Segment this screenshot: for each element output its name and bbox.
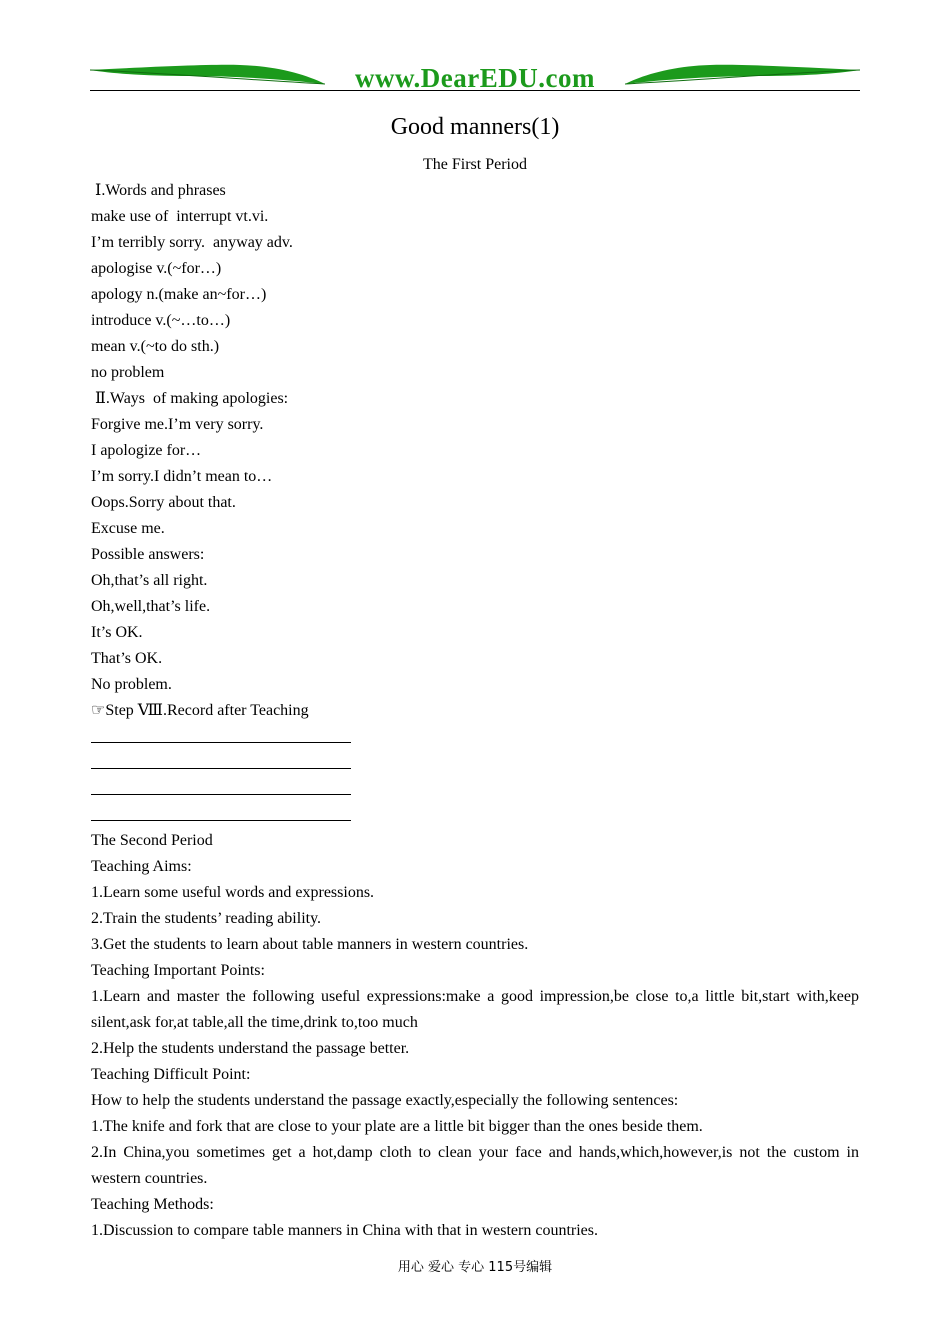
text-line: 2.Train the students’ reading ability. bbox=[91, 910, 322, 927]
text-line: 1.Discussion to compare table manners in China with that in western countries. bbox=[91, 1222, 598, 1239]
text-line: introduce v.(~…to…) bbox=[91, 312, 231, 329]
blank-writing-line bbox=[91, 750, 859, 776]
text-line: Excuse me. bbox=[91, 520, 165, 537]
text-line: mean v.(~to do sth.) bbox=[91, 338, 220, 355]
text-line: Oh,well,that’s life. bbox=[91, 598, 211, 615]
text-line: 2.Help the students understand the passage better. bbox=[91, 1040, 410, 1057]
text-line: I’m sorry.I didn’t mean to… bbox=[91, 468, 273, 485]
text-line: 1.Learn some useful words and expressions. bbox=[91, 884, 375, 901]
text-line: Teaching Methods: bbox=[91, 1196, 214, 1213]
text-line: apologise v.(~for…) bbox=[91, 260, 222, 277]
site-logo-text: www.DearEDU.com bbox=[355, 63, 595, 93]
text-line: That’s OK. bbox=[91, 650, 163, 667]
text-line: make use of interrupt vt.vi. bbox=[91, 208, 269, 225]
text-line: Teaching Aims: bbox=[91, 858, 192, 875]
header-divider bbox=[90, 90, 860, 91]
text-line: Ⅱ.Ways of making apologies: bbox=[91, 390, 289, 407]
text-line: Forgive me.I’m very sorry. bbox=[91, 416, 264, 433]
section-heading: The Second Period bbox=[91, 832, 213, 849]
text-line: ☞Step Ⅷ.Record after Teaching bbox=[91, 702, 309, 719]
text-line: Possible answers: bbox=[91, 546, 205, 563]
page-footer: 用心 爱心 专心 115号编辑 bbox=[397, 1260, 553, 1275]
text-line: Teaching Difficult Point: bbox=[91, 1066, 251, 1083]
blank-writing-line bbox=[91, 802, 859, 828]
text-line: I apologize for… bbox=[91, 442, 202, 459]
text-paragraph: 1.Learn and master the following useful expressions:make a good impression,be close to,a little bit,start with,keep silent,ask for,at table,all the time,drink to,too much bbox=[91, 988, 863, 1031]
text-line: Ⅰ.Words and phrases bbox=[91, 182, 226, 199]
blank-writing-line bbox=[91, 776, 859, 802]
text-line: How to help the students understand the passage exactly,especially the following sentences: bbox=[91, 1092, 679, 1109]
text-line: apology n.(make an~for…) bbox=[91, 286, 267, 303]
blank-writing-line bbox=[91, 724, 859, 750]
document-body bbox=[91, 178, 863, 1244]
text-line: Oh,that’s all right. bbox=[91, 572, 208, 589]
text-line: no problem bbox=[91, 364, 165, 381]
text-line: 1.The knife and fork that are close to your plate are a little bit bigger than the ones beside them. bbox=[91, 1118, 703, 1135]
text-line: 3.Get the students to learn about table manners in western countries. bbox=[91, 936, 529, 953]
text-paragraph: 2.In China,you sometimes get a hot,damp cloth to clean your face and hands,which,however,is not the custom in western countries. bbox=[91, 1144, 863, 1187]
text-line: No problem. bbox=[91, 676, 172, 693]
text-line: I’m terribly sorry. anyway adv. bbox=[91, 234, 293, 251]
text-line: Oops.Sorry about that. bbox=[91, 494, 236, 511]
document-title: Good manners(1) bbox=[390, 114, 560, 140]
text-line: Teaching Important Points: bbox=[91, 962, 265, 979]
document-subtitle: The First Period bbox=[423, 156, 527, 173]
text-line: It’s OK. bbox=[91, 624, 143, 641]
